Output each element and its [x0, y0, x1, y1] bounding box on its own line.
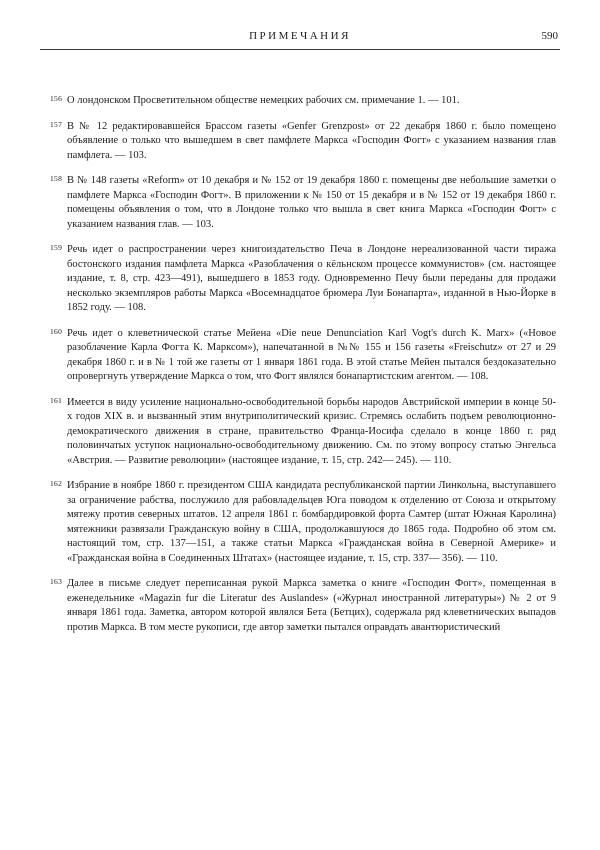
endnote-text: О лондонском Просветительном обществе немецких рабочих см. примечание 1. — 101.: [67, 95, 460, 106]
endnote-text: Речь идет о клеветнической статье Мейена «Die neue Denunciation Karl Vogt's durch K. Marx» («Новое разоблачение Карла Фогта К. Марксом»), напечатанной в №№ 155 и 156 газеты «Freischutz» от 27 и 29 декабря 1860 г. и в № 1 той же газеты от 1 января 1861 года. В этой статье Мейен пытался бездоказательно опровергнуть утверждение Маркса о том, что Фогт являлся бонапартистским агентом. — 108.: [67, 327, 556, 382]
endnote-158: [50, 174, 556, 232]
endnote-156: [50, 94, 556, 109]
endnote-text: В № 148 газеты «Reform» от 10 декабря и № 152 от 19 декабря 1860 г. помещены две небольшие заметки о памфлете Маркса «Господин Фогт». В приложении к № 150 от 15 декабря и в № 152 от 19 декабря 1860 г. помещены объявления о том, что в Лондоне только что вышла в свет книга Маркса «Господин Фогт» с указанием названия глав. — 103.: [67, 175, 556, 230]
endnote-157: [50, 119, 556, 164]
endnote-text: Имеется в виду усиление национально-освободительной борьбы народов Австрийской империи в конце 50-х годов XIX в. и вызванный этим внутриполитический кризис. Стремясь ослабить подъем революционно-демократического движения в стране, правительство Франца-Иосифа сделало в конце 1860 г. ряд половинчатых уступок национально-освободительному движению. См. по этому вопросу статью Энгельса «Австрия. — Развитие революции» (настоящее издание, т. 15, стр. 242— 245). — 110.: [67, 396, 556, 466]
endnote-number: 156: [50, 94, 63, 103]
endnote-number: 163: [50, 577, 63, 586]
endnote-number: 157: [50, 119, 63, 129]
endnote-number: 159: [50, 243, 63, 252]
endnotes-list: [40, 94, 560, 635]
endnote-text: Речь идет о распространении через книгоиздательство Печа в Лондоне нереализованной части тиража бостонского издания памфлета Маркса «Разоблачения о кёльнском процессе коммунистов» (см. настоящее издание, т. 8, стр. 423—491), вышедшего в 1853 году. Одновременно Печу были переданы для продажи несколько экземпляров работы Маркса «Восемнадцатое брюмера Луи Бонапарта», изданной в Нью-Йорке в 1852 году. — 108.: [67, 244, 556, 313]
endnote-160: [50, 326, 556, 385]
endnote-number: 161: [50, 395, 63, 405]
endnote-159: [50, 243, 556, 316]
endnote-text: В № 12 редактировавшейся Брассом газеты «Genfer Grenzpost» от 22 декабря 1860 г. было помещено объявление о только что вышедшем в свет памфлете Маркса «Господин Фогт» с указанием названия глав памфлета. — 103.: [67, 120, 556, 161]
endnote-text: Избрание в ноябре 1860 г. президентом США кандидата республиканской партии Линкольна, выступавшего за ограничение рабства, послужило для рабовладельцев Юга поводом к отделению от Союза и открытому мятежу против северных штатов. 12 апреля 1861 г. бомбардировкой форта Самтер (штат Южная Каролина) мятежники развязали Гражданскую войну в США, продолжавшуюся до 1865 года. Подробно об этом см. настоящий том, стр. 137—151, а также статьи Маркса «Гражданская война в Северной Америке» и «Гражданская война в Соединенных Штатах» (настоящее издание, т. 15, стр. 337— 356). — 110.: [67, 480, 556, 564]
endnote-number: 160: [50, 326, 63, 336]
endnote-number: 162: [50, 479, 63, 488]
page-number: 590: [541, 30, 558, 42]
endnote-text: Далее в письме следует переписанная рукой Маркса заметка о книге «Господин Фогт», помещенная в еженедельнике «Magazin fur die Literatur des Auslandes» («Журнал иностранной литературы») № 2 от 9 января 1861 года. Заметка, автором которой являлся Бета (Бетцих), содержала ряд клеветнических выпадов против Маркса. В том месте рукописи, где автор заметки пытался оправдать авантюристический: [67, 578, 556, 633]
endnote-161: [50, 395, 556, 469]
endnote-163: [50, 577, 556, 635]
page-header: [40, 30, 560, 50]
endnote-number: 158: [50, 174, 63, 183]
running-head-title: ПРИМЕЧАНИЯ: [249, 30, 351, 42]
endnote-162: [50, 479, 556, 566]
